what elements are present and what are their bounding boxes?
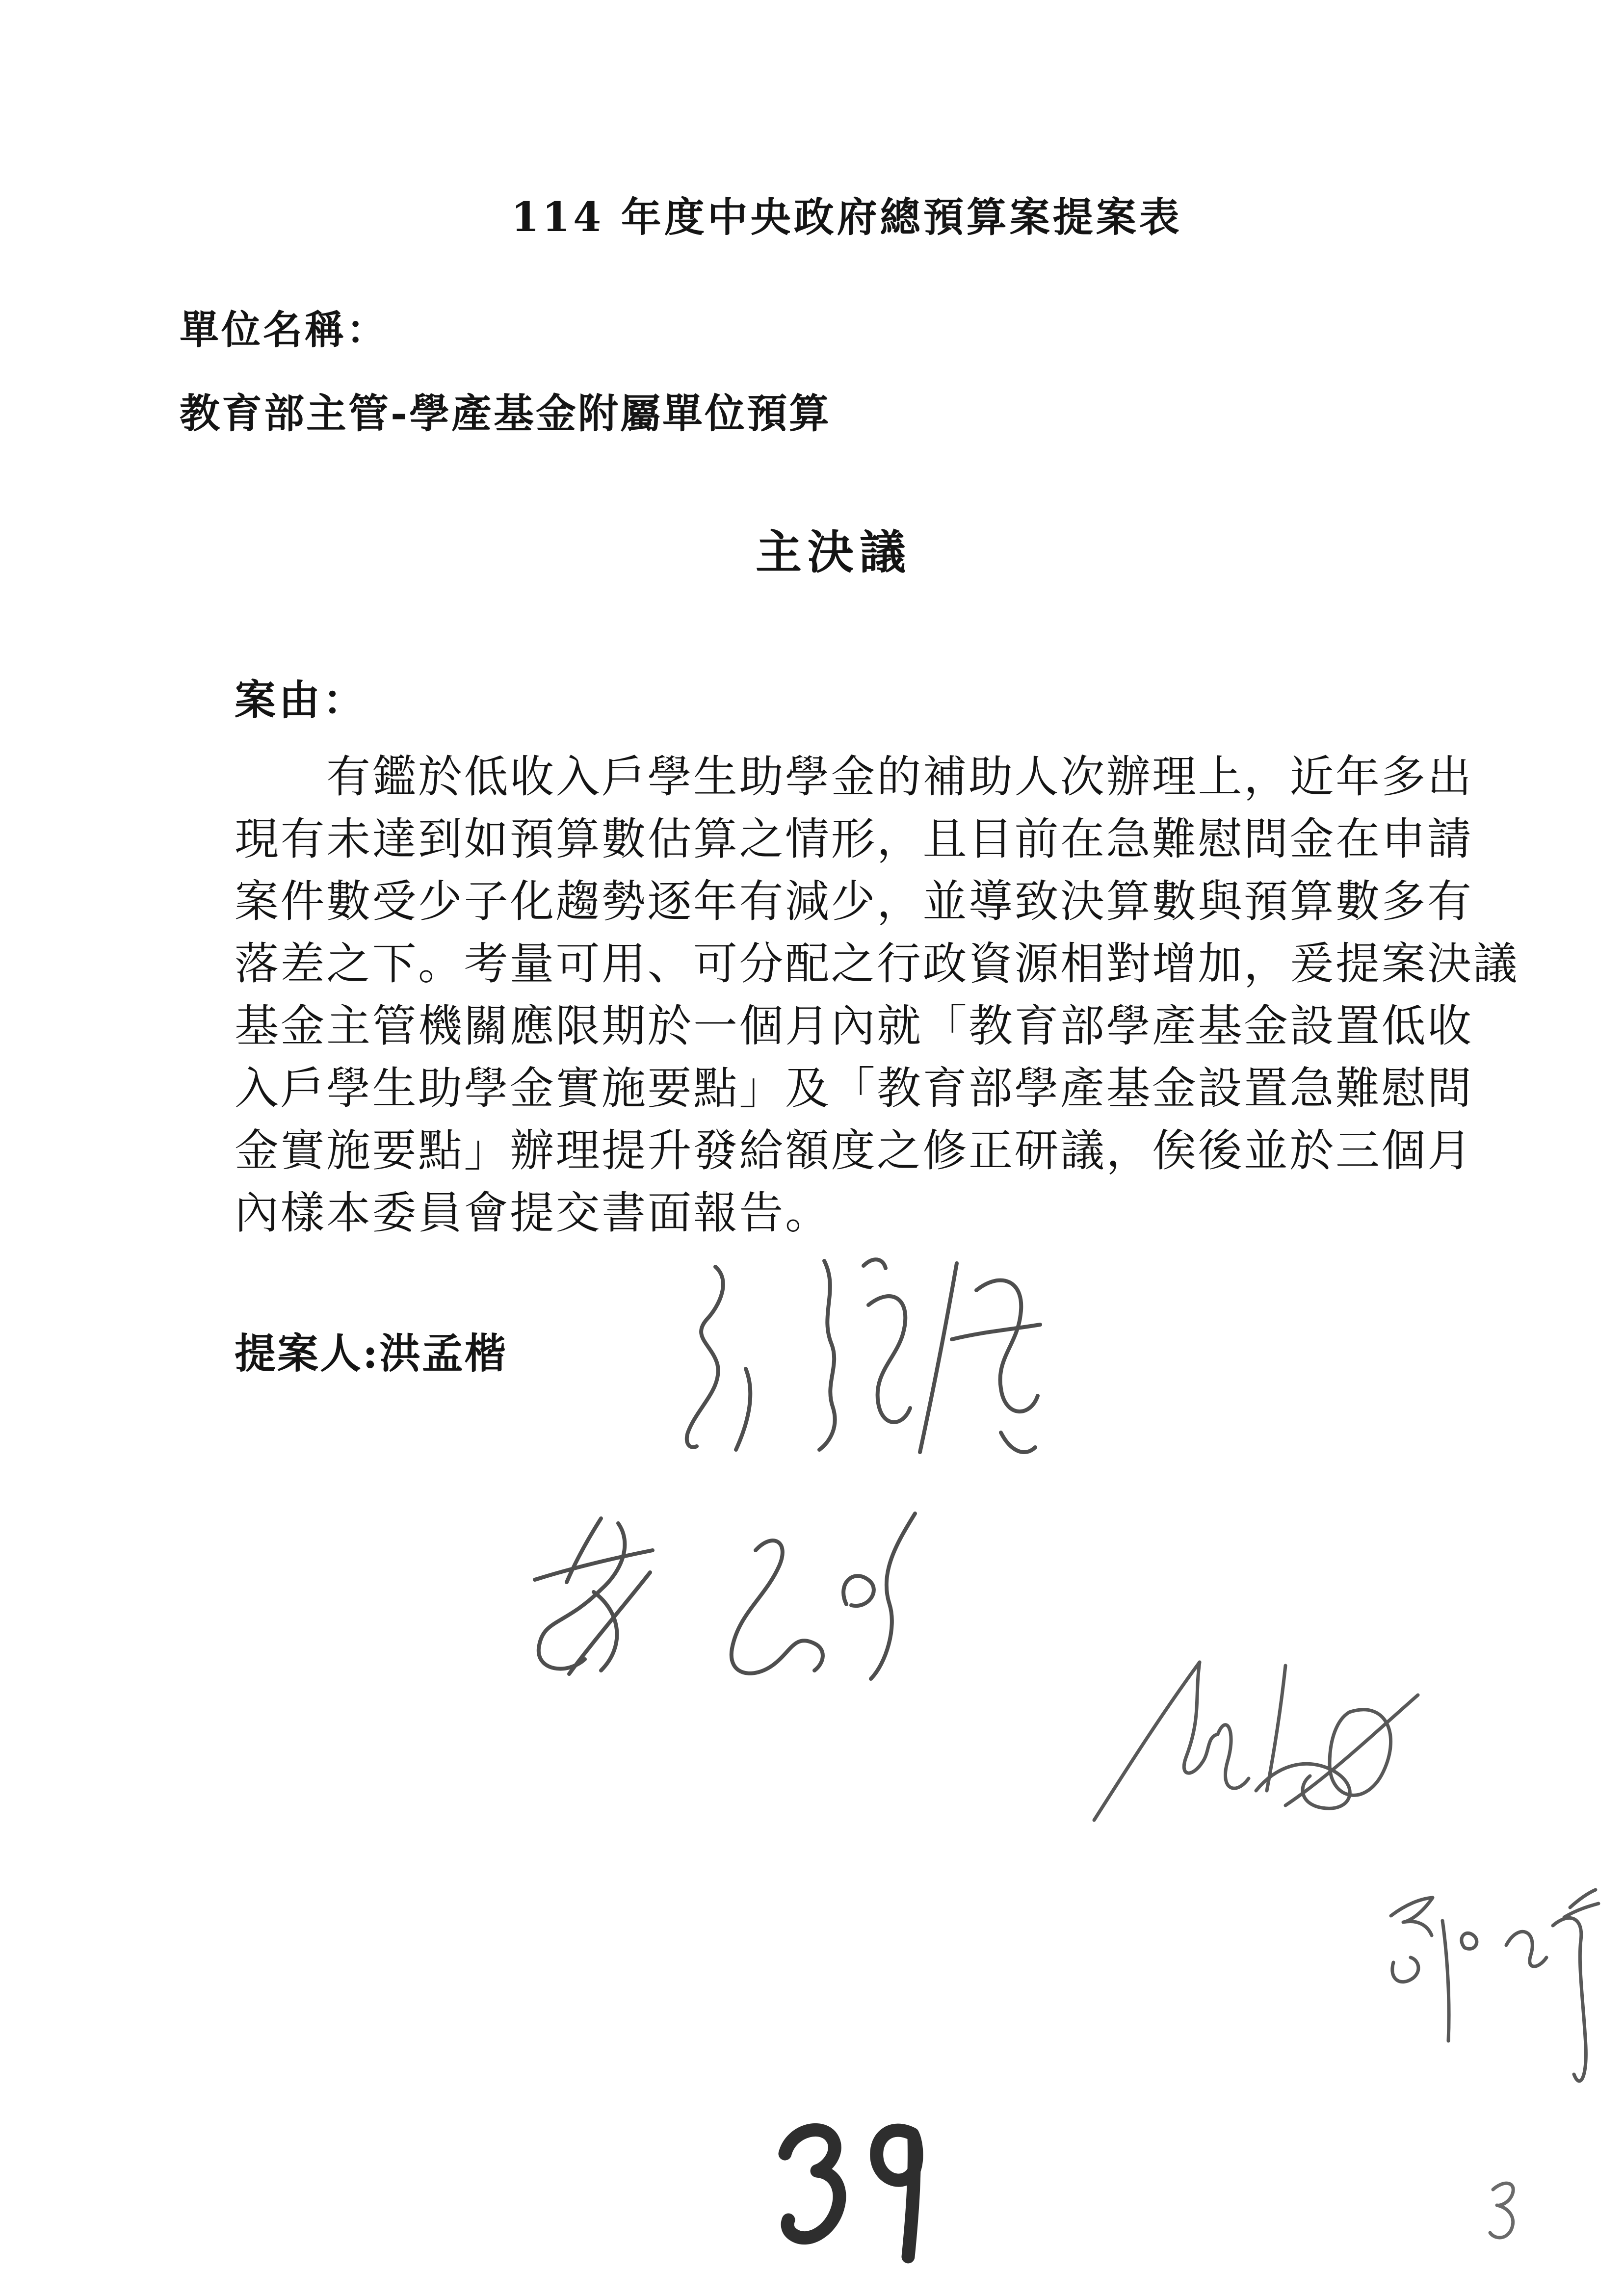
main-resolution-heading: 主決議 xyxy=(756,525,912,579)
unit-name-label: 單位名稱： xyxy=(180,307,388,353)
proposer-label: 提案人: xyxy=(235,1329,380,1378)
cosigner-signature-3 xyxy=(1364,1884,1604,2105)
case-subject-label: 案由： xyxy=(235,676,367,724)
case-body-paragraph xyxy=(235,746,1519,1244)
unit-name-value: 教育部主管-學產基金附屬單位預算 xyxy=(180,390,832,437)
cosigner-signature-1 xyxy=(500,1501,942,1697)
case-body-line: 有鑑於低收入戶學生助學金的補助人次辦理上，近年多出 xyxy=(326,751,1473,803)
case-body-line: 案件數受少子化趨勢逐年有減少，並導致決算數與預算數多有 xyxy=(235,876,1473,927)
case-body-line: 入戶學生助學金實施要點」及「教育部學產基金設置急難慰問 xyxy=(235,1063,1473,1114)
case-body-line: 基金主管機關應限期於一個月內就「教育部學產基金設置低收 xyxy=(235,1000,1473,1052)
proposer-signature xyxy=(657,1246,1060,1467)
cosigner-signature-2 xyxy=(1074,1639,1428,1845)
case-body-line: 內樣本委員會提交書面報告。 xyxy=(235,1187,831,1239)
corner-number-handwritten xyxy=(1479,2171,1538,2249)
proposer-name: 洪孟楷 xyxy=(379,1329,508,1378)
case-body-line: 金實施要點」辦理提升發給額度之修正研議，俟後並於三個月 xyxy=(235,1125,1473,1176)
case-body-line: 落差之下。考量可用、可分配之行政資源相對增加，爰提案決議 xyxy=(235,938,1519,990)
proposer-line xyxy=(235,1321,507,1380)
page-number-handwritten xyxy=(763,2095,944,2267)
document-title: 114 年度中央政府總預算案提案表 xyxy=(511,194,1182,241)
case-body-line: 現有未達到如預算數估算之情形，且目前在急難慰問金在申請 xyxy=(235,813,1473,865)
